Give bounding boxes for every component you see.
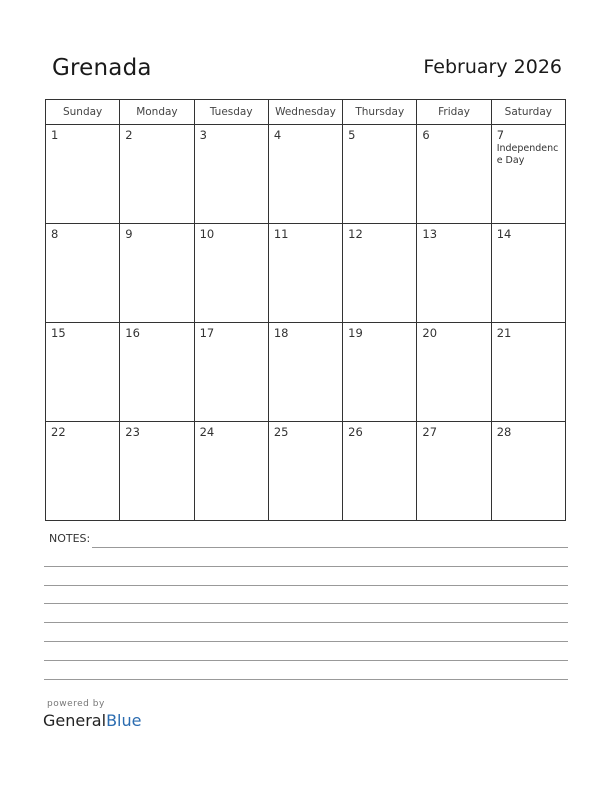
day-cell [491,323,565,422]
day-cell [120,125,194,224]
week-row [46,125,566,224]
notes-label: NOTES: [49,532,91,545]
day-number: 6 [422,128,430,142]
day-number: 20 [422,326,438,340]
day-number: 8 [51,227,59,241]
day-cell [194,224,268,323]
month-year-title: February 2026 [423,56,562,78]
day-number: 9 [125,227,133,241]
week-row [46,422,566,521]
day-number: 7 [496,128,505,142]
note-line [44,641,568,642]
day-cell [268,224,342,323]
day-cell [194,125,268,224]
day-number: 23 [125,425,140,439]
weekday-thursday: Thursday [343,100,417,125]
day-number: 3 [199,128,207,142]
holiday-label: Independence Day [496,143,559,166]
day-number: 21 [496,326,512,340]
day-cell [46,224,120,323]
day-cell [417,125,491,224]
day-number: 24 [199,425,215,439]
note-line [44,622,568,623]
day-number: 26 [348,425,363,439]
day-cell [343,224,417,323]
day-number: 18 [273,326,289,340]
weekday-header-row [46,100,566,125]
day-cell [343,422,417,521]
day-number: 14 [496,227,512,241]
day-cell [268,422,342,521]
day-number: 4 [273,128,282,142]
day-cell [120,224,194,323]
note-line [44,679,568,680]
day-number: 12 [348,227,363,241]
day-cell [343,323,417,422]
note-line [92,547,568,548]
day-number: 2 [125,128,133,142]
day-cell [46,323,120,422]
day-number: 1 [51,128,59,142]
day-cell [268,323,342,422]
note-line [44,603,568,604]
weekday-wednesday: Wednesday [268,100,342,125]
day-number: 27 [422,425,438,439]
day-cell [194,422,268,521]
weekday-friday: Friday [417,100,491,125]
weekday-saturday: Saturday [491,100,565,125]
week-row [46,224,566,323]
day-cell [46,422,120,521]
day-cell [46,125,120,224]
day-cell [343,125,417,224]
brand-logo-blue: Blue [106,711,142,730]
day-number: 5 [348,128,356,142]
day-number: 22 [51,425,66,439]
calendar-grid [45,99,566,521]
day-cell [491,422,565,521]
country-title: Grenada [52,55,152,81]
weekday-tuesday: Tuesday [194,100,268,125]
note-line [44,660,568,661]
day-number: 15 [51,326,66,340]
note-line [44,566,568,567]
weekday-sunday: Sunday [46,100,120,125]
day-number: 13 [422,227,438,241]
day-cell [417,422,491,521]
day-number: 11 [273,227,289,241]
day-number: 19 [348,326,363,340]
day-cell [491,125,565,224]
day-cell [268,125,342,224]
powered-by-text: powered by [47,699,105,709]
day-cell [194,323,268,422]
weekday-monday: Monday [120,100,194,125]
day-number: 10 [199,227,215,241]
brand-logo [43,711,141,730]
day-number: 25 [273,425,289,439]
day-number: 28 [496,425,512,439]
note-line [44,585,568,586]
day-cell [120,323,194,422]
day-cell [417,323,491,422]
day-cell [120,422,194,521]
day-number: 16 [125,326,140,340]
day-number: 17 [199,326,215,340]
week-row [46,323,566,422]
day-cell [491,224,565,323]
day-cell [417,224,491,323]
brand-logo-general: General [43,711,107,730]
